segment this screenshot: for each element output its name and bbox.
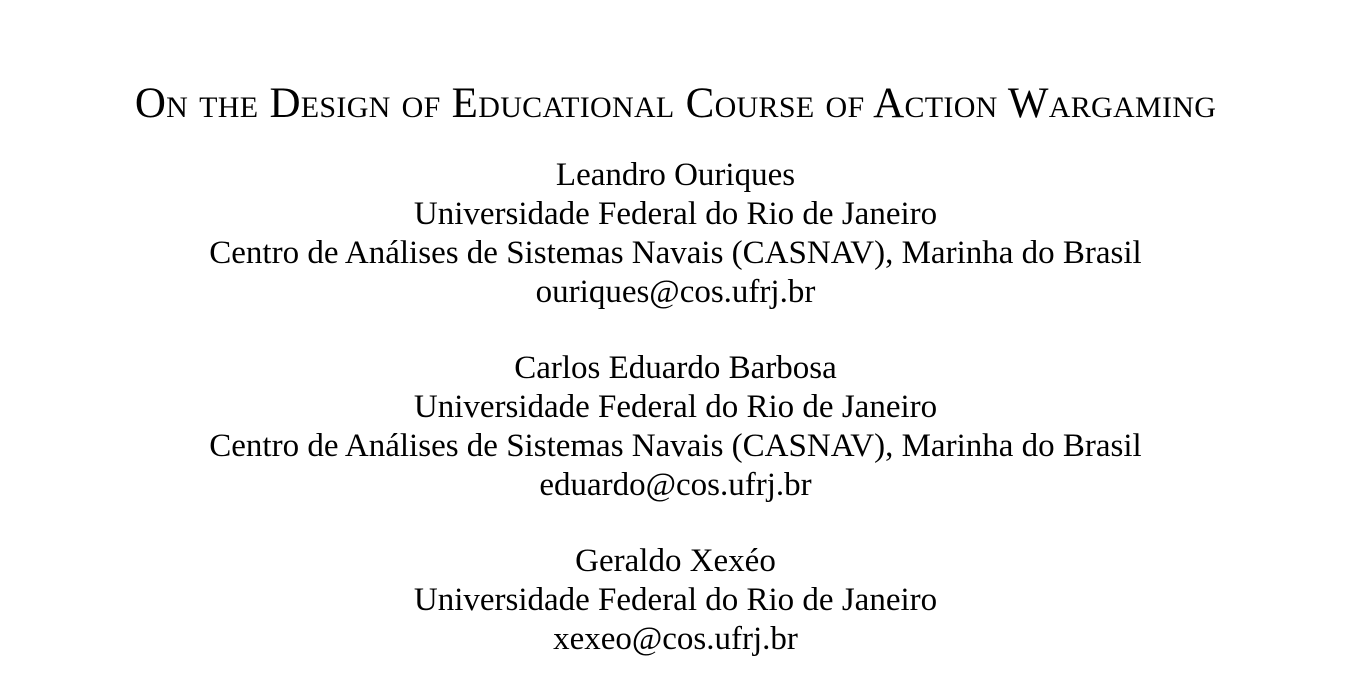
paper-title: On the Design of Educational Course of Action Wargaming xyxy=(134,80,1217,127)
author-email: eduardo@cos.ufrj.br xyxy=(539,467,812,503)
author-block xyxy=(0,156,1351,312)
author-affiliation: Centro de Análises de Sistemas Navais (CASNAV), Marinha do Brasil xyxy=(209,235,1142,271)
author-block xyxy=(0,349,1351,505)
author-name: Geraldo Xexéo xyxy=(575,543,776,579)
author-affiliation: Universidade Federal do Rio de Janeiro xyxy=(413,582,938,618)
author-block xyxy=(0,542,1351,659)
author-name: Carlos Eduardo Barbosa xyxy=(514,350,837,386)
author-affiliation: Universidade Federal do Rio de Janeiro xyxy=(413,389,938,425)
author-affiliation: Universidade Federal do Rio de Janeiro xyxy=(413,196,938,232)
author-email: ouriques@cos.ufrj.br xyxy=(535,274,816,310)
author-name: Leandro Ouriques xyxy=(555,157,796,193)
author-email: xexeo@cos.ufrj.br xyxy=(553,621,798,657)
author-affiliation: Centro de Análises de Sistemas Navais (CASNAV), Marinha do Brasil xyxy=(209,428,1142,464)
